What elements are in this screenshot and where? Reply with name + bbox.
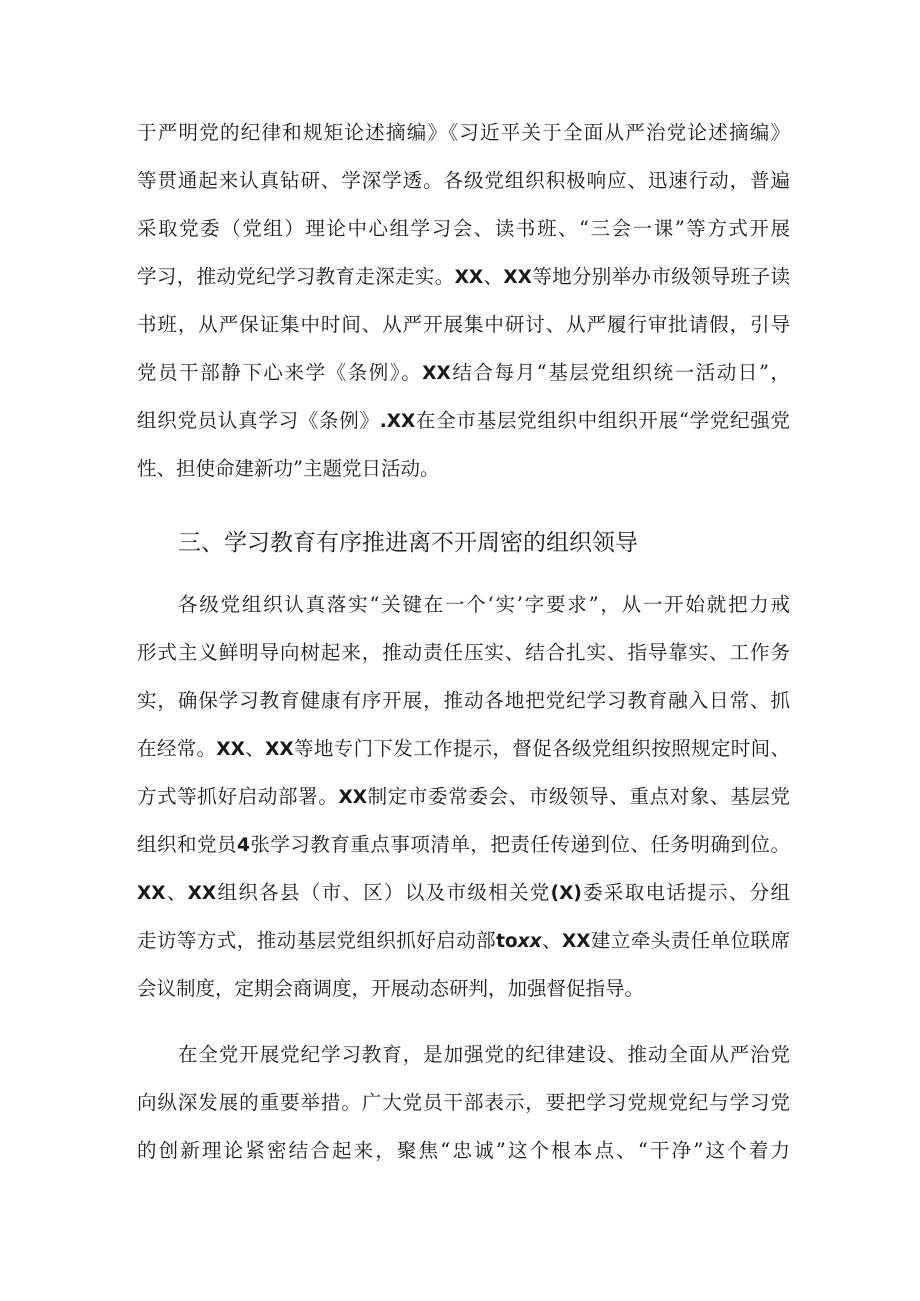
text-run: 等地专门下发工作提示，督促各级党组织按照规定时间、 [293, 737, 790, 760]
paragraph-significance [137, 1031, 790, 1175]
bold-text-run: XX [338, 787, 367, 808]
text-run: 向纵深发展的重要举措。广大党员干部表示，要把学习党规党纪与学习党 [137, 1091, 790, 1114]
text-line [137, 397, 790, 445]
text-line [137, 725, 790, 773]
text-run: 各级党组织认真落实“关键在一个‘实’字要求”，从一开始就把力戒 [178, 593, 790, 616]
text-line [137, 965, 790, 1013]
bold-text-run: XX [137, 883, 166, 904]
bold-text-run: XX [561, 931, 591, 952]
text-line [137, 109, 790, 157]
text-line [137, 773, 790, 821]
bold-text-run: XX [503, 267, 532, 288]
text-run: 结合每月“基层党组织统一活动日”， [450, 361, 790, 384]
text-run: 组织各县（市、区）以及市级相关党 [216, 881, 551, 904]
bold-text-run: XX [216, 739, 245, 760]
text-line [137, 349, 790, 397]
text-run: 党员干部静下心来学《条例》。 [137, 361, 423, 384]
bold-text-run: 4 [237, 835, 250, 856]
text-run: 书班，从严保证集中时间、从严开展集中研讨、从严履行审批请假，引导 [137, 313, 790, 336]
text-run: 委采取电话提示、分组 [581, 881, 790, 904]
text-run: 在全市基层党组织中组织开展“学党纪强党 [415, 409, 790, 432]
text-run: 张学习教育重点事项清单，把责任传递到位、任务明确到位。 [249, 833, 790, 856]
text-run: 、 [165, 881, 188, 904]
bold-text-run: XX [187, 883, 217, 904]
text-line [137, 157, 790, 205]
text-run: 于严明党的纪律和规矩论述摘编》《习近平关于全面从严治党论述摘编》 [137, 121, 790, 144]
text-run: 三、学习教育有序推进离不开周密的组织领导 [178, 530, 638, 556]
text-line [137, 677, 790, 725]
text-run: 在全党开展党纪学习教育，是加强党的纪律建设、推动全面从严治党 [178, 1043, 790, 1066]
text-line [137, 301, 790, 349]
bold-text-run: (X) [550, 883, 582, 904]
text-line [137, 1031, 790, 1079]
bold-text-run: XX [454, 267, 484, 288]
text-run: 走访等方式，推动基层党组织抓好启动部 [137, 929, 497, 952]
text-run: 会议制度，定期会商调度，开展动态研判，加强督促指导。 [137, 977, 645, 1000]
text-run: 、 [244, 737, 266, 760]
text-line [137, 821, 790, 869]
bold-text-run: XX [422, 363, 451, 384]
text-line [137, 581, 790, 629]
text-line [137, 445, 790, 493]
text-run: 采取党委（党组）理论中心组学习会、读书班、“三会一课”等方式开展 [137, 217, 790, 240]
text-run: 、 [483, 265, 504, 288]
text-run: 组织和党员 [137, 833, 238, 856]
text-run: 等地分别举办市级领导班子读 [531, 265, 790, 288]
text-run: 的创新理论紧密结合起来，聚焦“忠诚”这个根本点、“干净”这个着力 [137, 1139, 790, 1162]
text-run: 方式等抓好启动部署。 [137, 785, 339, 808]
paragraph-organization-leadership [137, 581, 790, 1013]
document-body [137, 109, 790, 1175]
text-run: 建立牵头责任单位联席 [590, 929, 790, 952]
section-heading [137, 519, 790, 567]
text-line [137, 1127, 790, 1175]
text-run: 等贯通起来认真钻研、学深学透。各级党组织积极响应、迅速行动，普遍 [137, 169, 790, 192]
text-line [137, 253, 790, 301]
paragraph-continued [137, 109, 790, 493]
text-run: 制定市委常委会、市级领导、重点对象、基层党 [366, 785, 790, 808]
text-line [137, 1079, 790, 1127]
bold-italic-text-run: xx [517, 931, 542, 952]
bold-text-run: .XX [379, 411, 416, 432]
text-run: 实，确保学习教育健康有序开展，推动各地把党纪学习教育融入日常、抓 [137, 689, 790, 712]
bold-text-run: XX [265, 739, 294, 760]
text-line [137, 205, 790, 253]
bold-text-run: to [496, 931, 518, 952]
text-run: 学习，推动党纪学习教育走深走实。 [137, 265, 455, 288]
text-run: 形式主义鲜明导向树起来，推动责任压实、结合扎实、指导靠实、工作务 [137, 641, 790, 664]
text-line [137, 917, 790, 965]
text-run: 在经常。 [137, 737, 217, 760]
text-line [137, 869, 790, 917]
text-line [137, 519, 790, 567]
text-run: 性、担使命建新功”主题党日活动。 [137, 457, 440, 480]
text-run: 、 [541, 929, 562, 952]
text-run: 组织党员认真学习《条例》 [137, 409, 380, 432]
text-line [137, 629, 790, 677]
